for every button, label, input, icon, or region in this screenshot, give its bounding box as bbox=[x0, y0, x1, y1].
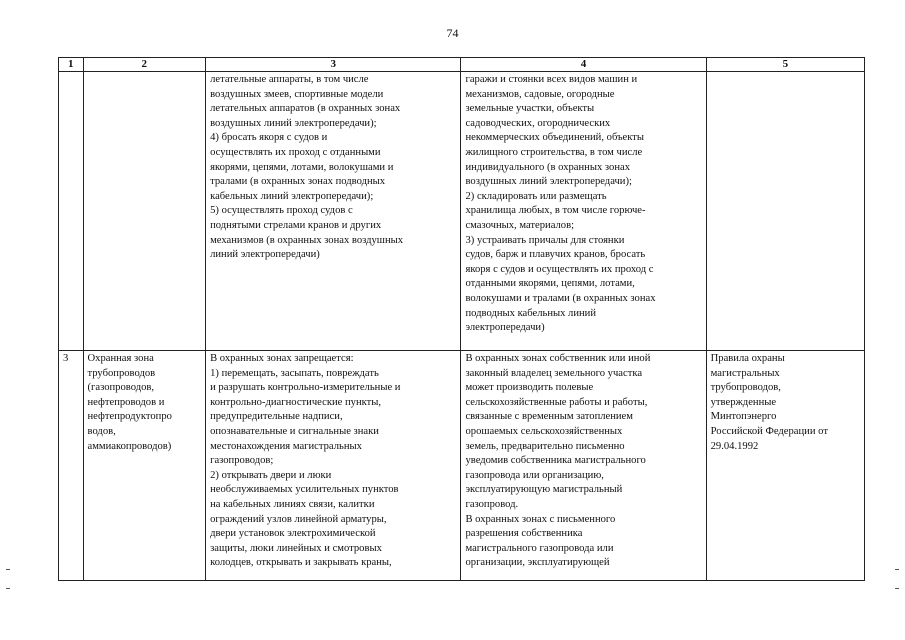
cell-text-line: может производить полевые bbox=[465, 382, 594, 394]
cell-text-line: трубопроводов bbox=[87, 367, 156, 379]
cell-text-line: нефтепродуктопро bbox=[87, 411, 172, 423]
cell-text-line: местонахождения магистральных bbox=[210, 440, 362, 452]
cell-text-line: газопровода или организацию, bbox=[465, 469, 604, 481]
cell-restrictions bbox=[206, 351, 461, 581]
scan-edge-mark bbox=[895, 588, 899, 589]
cell-text-line: законный владелец земельного участка bbox=[465, 367, 643, 379]
cell-text-line: Российской Федерации от bbox=[710, 425, 828, 437]
cell-text-line: 1) перемещать, засыпать, повреждать bbox=[210, 367, 379, 379]
cell-text-line: гаражи и стоянки всех видов машин и bbox=[465, 74, 638, 85]
cell-text-line: предупредительные надписи, bbox=[210, 411, 343, 423]
cell-text-line: некоммерческих объединений, объекты bbox=[465, 132, 644, 144]
cell-text-line: волокушами и тралами (в охранных зонах bbox=[465, 292, 656, 304]
cell-text-line: опознавательные и сигнальные знаки bbox=[210, 425, 379, 437]
cell-text-line: 5) осуществлять проход судов с bbox=[210, 205, 353, 217]
cell-text-line: организации, эксплуатирующей bbox=[465, 557, 610, 569]
cell-text-line: земель, предварительно письменно bbox=[465, 440, 625, 452]
scan-edge-mark bbox=[895, 569, 899, 570]
cell-text-line: В охранных зонах с письменного bbox=[465, 513, 616, 525]
cell-text-line: линий электропередачи) bbox=[210, 249, 320, 261]
header-col-5: 5 bbox=[706, 58, 864, 72]
cell-text-line: земельные участки, объекты bbox=[465, 103, 595, 115]
cell-text-line: Охранная зона bbox=[87, 353, 154, 364]
cell-text-line: (газопроводов, bbox=[87, 382, 155, 394]
cell-text-line: аммиакопроводов) bbox=[87, 440, 172, 452]
cell-text-line: и разрушать контрольно-измерительные и bbox=[210, 382, 401, 394]
cell-text-line: воздушных линий электропередачи); bbox=[210, 117, 377, 129]
cell-text-line: утвержденные bbox=[710, 396, 777, 408]
cell-text-line: Правила охраны bbox=[710, 353, 785, 364]
scan-edge-mark bbox=[6, 569, 10, 570]
cell-text-line: тралами (в охранных зонах подводных bbox=[210, 176, 386, 188]
cell-text-line: подводных кабельных линий bbox=[465, 307, 597, 319]
cell-text-line: 29.04.1992 bbox=[710, 440, 759, 452]
cell-legal-basis bbox=[706, 351, 864, 581]
header-col-4: 4 bbox=[461, 58, 706, 72]
cell-text-line: магистральных bbox=[710, 367, 780, 379]
cell-text-line: защиты, люки линейных и смотровых bbox=[210, 542, 382, 554]
cell-number bbox=[59, 72, 84, 351]
cell-text-line: механизмов, садовые, огородные bbox=[465, 88, 615, 100]
header-col-2: 2 bbox=[83, 58, 206, 72]
cell-text-line: газопровод. bbox=[465, 498, 519, 510]
cell-text-line: отданными якорями, цепями, лотами, bbox=[465, 278, 635, 290]
cell-text-line: необслуживаемых усилительных пунктов bbox=[210, 484, 399, 496]
page-number: 74 bbox=[446, 26, 459, 40]
cell-text-line: В охранных зонах запрещается: bbox=[210, 353, 354, 364]
cell-text-line: летательные аппараты, в том числе bbox=[210, 74, 369, 85]
cell-text-line: водов, bbox=[87, 425, 116, 437]
cell-text-line: магистрального газопровода или bbox=[465, 542, 614, 554]
cell-text-line: электропередачи) bbox=[465, 322, 545, 334]
cell-text-line: жилищного строительства, в том числе bbox=[465, 146, 643, 158]
cell-permissions bbox=[461, 351, 706, 581]
cell-text-line: воздушных змеев, спортивные модели bbox=[210, 88, 384, 100]
cell-text-line: орошаемых сельскохозяйственных bbox=[465, 425, 623, 437]
cell-text-line: смазочных, материалов; bbox=[465, 219, 575, 231]
cell-text-line: судов, барж и плавучих кранов, бросать bbox=[465, 249, 646, 261]
cell-legal-basis bbox=[706, 72, 864, 351]
cell-text-line: на кабельных линиях связи, калитки bbox=[210, 498, 375, 510]
scan-edge-mark bbox=[6, 588, 10, 589]
cell-text-line: контрольно-диагностические пункты, bbox=[210, 396, 382, 408]
cell-text-line: газопроводов; bbox=[210, 455, 274, 467]
cell-text-line: 3) устраивать причалы для стоянки bbox=[465, 234, 625, 246]
cell-text-line: воздушных линий электропередачи); bbox=[465, 176, 632, 188]
cell-text-line: колодцев, открывать и закрывать краны, bbox=[210, 557, 392, 569]
cell-text-line: садоводческих, огороднических bbox=[465, 117, 611, 129]
header-col-1: 1 bbox=[59, 58, 84, 72]
cell-text-line: В охранных зонах собственник или иной bbox=[465, 353, 651, 364]
cell-permissions bbox=[461, 72, 706, 351]
cell-text-line: осуществлять их проход с отданными bbox=[210, 146, 381, 158]
cell-text-line: ограждений узлов линейной арматуры, bbox=[210, 513, 387, 525]
table-row bbox=[59, 351, 865, 581]
cell-text-line: 4) бросать якоря с судов и bbox=[210, 132, 328, 144]
cell-text-line: 2) складировать или размещать bbox=[465, 190, 607, 202]
cell-text-line: нефтепроводов и bbox=[87, 396, 165, 408]
cell-number: 3 bbox=[59, 351, 84, 581]
cell-object bbox=[83, 351, 206, 581]
cell-text-line: механизмов (в охранных зонах воздушных bbox=[210, 234, 404, 246]
cell-restrictions bbox=[206, 72, 461, 351]
table-row bbox=[59, 72, 865, 351]
header-row bbox=[59, 58, 865, 72]
header-col-3: 3 bbox=[206, 58, 461, 72]
cell-text-line: поднятыми стрелами кранов и других bbox=[210, 219, 382, 231]
cell-object bbox=[83, 72, 206, 351]
cell-text-line: уведомив собственника магистрального bbox=[465, 455, 646, 467]
cell-text-line: трубопроводов, bbox=[710, 382, 781, 394]
cell-text-line: индивидуального (в охранных зонах bbox=[465, 161, 630, 173]
cell-text-line: хранилища любых, в том числе горюче- bbox=[465, 205, 646, 217]
cell-text-line: летательных аппаратов (в охранных зонах bbox=[210, 103, 401, 115]
cell-text-line: якорями, цепями, лотами, волокушами и bbox=[210, 161, 394, 173]
cell-text-line: Минтопэнерго bbox=[710, 411, 777, 423]
document-table bbox=[58, 57, 865, 581]
cell-text-line: двери установок электрохимической bbox=[210, 528, 376, 540]
cell-text-line: разрешения собственника bbox=[465, 528, 583, 540]
cell-text-line: эксплуатирующую магистральный bbox=[465, 484, 623, 496]
cell-text-line: связанные с временным затоплением bbox=[465, 411, 633, 423]
cell-text-line: кабельных линий электропередачи); bbox=[210, 190, 374, 202]
cell-text-line: сельскохозяйственные работы и работы, bbox=[465, 396, 648, 408]
cell-text-line: якоря с судов и осуществлять их проход с bbox=[465, 263, 654, 275]
cell-text-line: 2) открывать двери и люки bbox=[210, 469, 332, 481]
